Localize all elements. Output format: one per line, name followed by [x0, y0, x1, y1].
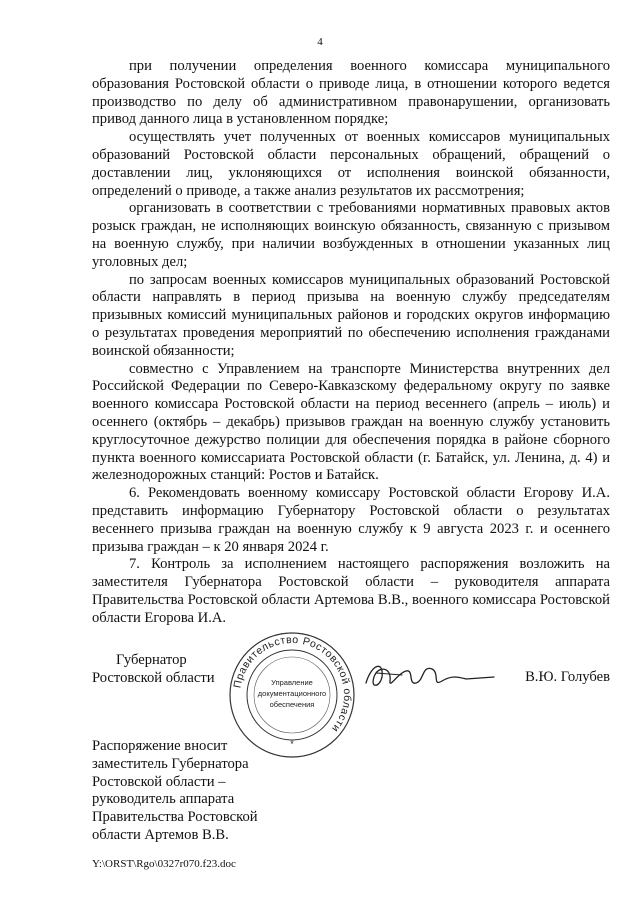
submitted-note-line: Правительства Ростовской — [92, 809, 258, 826]
signatory-title — [92, 651, 215, 687]
submitted-note-line: области Артемов В.В. — [92, 826, 229, 843]
signatory-name: В.Ю. Голубев — [525, 669, 610, 685]
stamp-inner-line3: обеспечения — [269, 700, 315, 709]
page-number: 4 — [317, 36, 323, 48]
submitted-note-line: Распоряжение вносит — [92, 738, 228, 754]
paragraph-uchet-obrashcheniy: осуществлять учет полученных от военных комиссаров муниципальных образований Ростовской области персональных обращений, обращений о доставлении лиц, уклоняющихся от исполнения воинской обязанности, определений о приводе, а также анализ результатов их рассмотрения; — [92, 129, 610, 199]
paragraph-item-6: 6. Рекомендовать военному комиссару Ростовской области Егорову И.А. представить информацию Губернатору Ростовской области о результатах весеннего призыва граждан на военную службу к 9 августа 2023 г. и осеннего призыва граждан – к 20 января 2024 г. — [92, 485, 610, 555]
stamp-star-icon: * — [290, 739, 294, 749]
stamp-inner-line2: документационного — [257, 689, 327, 698]
submitted-note-line: руководитель аппарата — [92, 791, 235, 808]
submitted-note-line: Ростовской области – — [92, 773, 226, 790]
signatory-title-line2: Ростовской области — [92, 670, 215, 686]
stamp-outer-text: Правительство Ростовской области — [231, 633, 354, 735]
paragraph-dezhurstvo: совместно с Управлением на транспорте Министерства внутренних дел Российской Федерации по Северо-Кавказскому федеральному округу по заявке военного комиссара Ростовской области на период весеннего (апрель – июль) и осеннего (октябрь – декабрь) призывов граждан на военную службу установить круглосуточное дежурство полиции для обеспечения порядка в районе сборного пункта военного комиссариата Ростовской области (г. Батайск, ул. Ленина, д. 4) и железнодорожных станций: Ростов и Батайск. — [92, 360, 610, 484]
stamp-inner-line1: Управление — [271, 678, 313, 687]
signatory-title-line1: Губернатор — [116, 652, 187, 668]
document-body — [92, 58, 610, 628]
paragraph-informatsiya: по запросам военных комиссаров муниципальных образований Ростовской области направлять в период призыва на военную службу председателям призывных комиссий муниципальных районов и городских округов информацию о результатах проведения мероприятий по обеспечению исполнения гражданами воинской обязанности; — [92, 271, 610, 359]
paragraph-privod: при получении определения военного комиссара муниципального образования Ростовской области о приводе лица, в отношении которого ведется производство по делу об административном правонарушении, организовать привод данного лица в установленном порядке; — [92, 58, 610, 128]
submitted-by-note — [92, 738, 258, 845]
submitted-note-line: заместитель Губернатора — [92, 755, 249, 772]
paragraph-rozysk: организовать в соответствии с требованиями нормативных правовых актов розыск граждан, не исполняющих воинскую обязанность, связанную с призывом на военную службу, при наличии возбужденных в отношении указанных лиц уголовных дел; — [92, 200, 610, 270]
handwritten-signature — [362, 655, 502, 697]
file-path-footer: Y:\ORST\Rgo\0327r070.f23.doc — [92, 858, 236, 870]
paragraph-item-7: 7. Контроль за исполнением настоящего распоряжения возложить на заместителя Губернатора Ростовской области – руководителя аппарата Правительства Ростовской области Артемова В.В., военного комиссара Ростовской области Егорова И.А. — [92, 556, 610, 626]
